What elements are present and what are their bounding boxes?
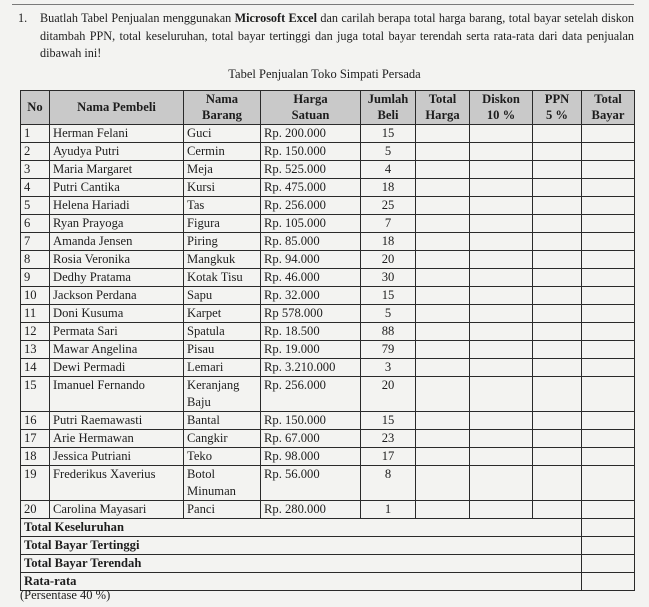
cell-pay	[582, 251, 635, 269]
cell-buyer: Putri Cantika	[50, 179, 184, 197]
instruction-number: 1.	[18, 11, 28, 25]
cell-ppn	[533, 377, 582, 412]
header-row	[21, 91, 635, 125]
cell-buyer: Amanda Jensen	[50, 233, 184, 251]
cell-pay	[582, 143, 635, 161]
cell-price: Rp. 3.210.000	[261, 359, 361, 377]
cell-item: Keranjang Baju	[184, 377, 261, 412]
percentage-note: (Persentase 40 %)	[20, 588, 111, 602]
cell-price: Rp. 98.000	[261, 448, 361, 466]
cell-ppn	[533, 161, 582, 179]
table-row	[21, 161, 635, 179]
cell-no: 3	[21, 161, 50, 179]
cell-qty: 17	[361, 448, 416, 466]
cell-ppn	[533, 466, 582, 501]
summary-label-max: Total Bayar Tertinggi	[21, 537, 582, 555]
table-row	[21, 287, 635, 305]
cell-discount	[470, 125, 533, 143]
cell-buyer: Frederikus Xaverius	[50, 466, 184, 501]
summary-row-avg	[21, 573, 635, 591]
cell-discount	[470, 233, 533, 251]
cell-item: Kotak Tisu	[184, 269, 261, 287]
cell-no: 19	[21, 466, 50, 501]
cell-price: Rp. 32.000	[261, 287, 361, 305]
cell-ppn	[533, 233, 582, 251]
cell-total	[416, 143, 470, 161]
cell-item: Guci	[184, 125, 261, 143]
cell-discount	[470, 197, 533, 215]
cell-qty: 25	[361, 197, 416, 215]
table-row	[21, 359, 635, 377]
cell-no: 6	[21, 215, 50, 233]
header-pay: Total Bayar	[582, 91, 635, 125]
cell-item: Spatula	[184, 323, 261, 341]
summary-value-min	[582, 555, 635, 573]
instruction-text	[40, 10, 634, 63]
cell-price: Rp. 150.000	[261, 143, 361, 161]
cell-pay	[582, 269, 635, 287]
table-row	[21, 412, 635, 430]
cell-no: 14	[21, 359, 50, 377]
summary-value-total	[582, 519, 635, 537]
cell-ppn	[533, 341, 582, 359]
cell-ppn	[533, 179, 582, 197]
cell-qty: 5	[361, 143, 416, 161]
cell-buyer: Ayudya Putri	[50, 143, 184, 161]
cell-no: 5	[21, 197, 50, 215]
cell-total	[416, 377, 470, 412]
cell-buyer: Herman Felani	[50, 125, 184, 143]
cell-price: Rp 578.000	[261, 305, 361, 323]
summary-row-max	[21, 537, 635, 555]
cell-no: 16	[21, 412, 50, 430]
header-item: Nama Barang	[184, 91, 261, 125]
cell-total	[416, 305, 470, 323]
table-row	[21, 143, 635, 161]
table-row	[21, 125, 635, 143]
cell-pay	[582, 430, 635, 448]
cell-qty: 7	[361, 215, 416, 233]
instruction-app-name: Microsoft Excel	[234, 11, 317, 25]
cell-no: 7	[21, 233, 50, 251]
cell-total	[416, 125, 470, 143]
cell-qty: 79	[361, 341, 416, 359]
summary-label-total: Total Keseluruhan	[21, 519, 582, 537]
cell-ppn	[533, 269, 582, 287]
cell-discount	[470, 305, 533, 323]
table-header	[21, 91, 635, 125]
cell-qty: 15	[361, 287, 416, 305]
summary-value-avg	[582, 573, 635, 591]
cell-total	[416, 179, 470, 197]
header-ppn: PPN 5 %	[533, 91, 582, 125]
cell-qty: 23	[361, 430, 416, 448]
cell-item: Lemari	[184, 359, 261, 377]
cell-buyer: Maria Margaret	[50, 161, 184, 179]
table-row	[21, 197, 635, 215]
cell-no: 15	[21, 377, 50, 412]
summary-label-min: Total Bayar Terendah	[21, 555, 582, 573]
summary-value-max	[582, 537, 635, 555]
cell-item: Bantal	[184, 412, 261, 430]
cell-buyer: Mawar Angelina	[50, 341, 184, 359]
cell-total	[416, 287, 470, 305]
cell-buyer: Ryan Prayoga	[50, 215, 184, 233]
cell-buyer: Permata Sari	[50, 323, 184, 341]
cell-pay	[582, 359, 635, 377]
cell-item: Karpet	[184, 305, 261, 323]
cell-total	[416, 197, 470, 215]
cell-no: 12	[21, 323, 50, 341]
cell-buyer: Carolina Mayasari	[50, 501, 184, 519]
cell-discount	[470, 448, 533, 466]
cell-item: Kursi	[184, 179, 261, 197]
header-no: No	[21, 91, 50, 125]
table-row	[21, 179, 635, 197]
cell-no: 8	[21, 251, 50, 269]
cell-ppn	[533, 143, 582, 161]
cell-discount	[470, 179, 533, 197]
table-row	[21, 305, 635, 323]
cell-no: 17	[21, 430, 50, 448]
cell-price: Rp. 85.000	[261, 233, 361, 251]
cell-no: 2	[21, 143, 50, 161]
cell-item: Cermin	[184, 143, 261, 161]
cell-buyer: Arie Hermawan	[50, 430, 184, 448]
cell-ppn	[533, 430, 582, 448]
cell-discount	[470, 143, 533, 161]
cell-total	[416, 233, 470, 251]
cell-item: Mangkuk	[184, 251, 261, 269]
cell-pay	[582, 501, 635, 519]
table-row	[21, 233, 635, 251]
cell-ppn	[533, 287, 582, 305]
cell-no: 18	[21, 448, 50, 466]
cell-price: Rp. 18.500	[261, 323, 361, 341]
cell-qty: 15	[361, 412, 416, 430]
cell-item: Pisau	[184, 341, 261, 359]
cell-item: Botol Minuman	[184, 466, 261, 501]
top-rule	[12, 4, 634, 5]
cell-qty: 18	[361, 233, 416, 251]
cell-item: Figura	[184, 215, 261, 233]
cell-discount	[470, 215, 533, 233]
table-body	[21, 125, 635, 591]
cell-discount	[470, 412, 533, 430]
cell-buyer: Doni Kusuma	[50, 305, 184, 323]
cell-discount	[470, 161, 533, 179]
cell-buyer: Jackson Perdana	[50, 287, 184, 305]
cell-item: Cangkir	[184, 430, 261, 448]
cell-pay	[582, 412, 635, 430]
cell-buyer: Dedhy Pratama	[50, 269, 184, 287]
cell-pay	[582, 125, 635, 143]
cell-qty: 20	[361, 377, 416, 412]
cell-price: Rp. 67.000	[261, 430, 361, 448]
cell-total	[416, 269, 470, 287]
cell-price: Rp. 256.000	[261, 197, 361, 215]
cell-pay	[582, 215, 635, 233]
cell-total	[416, 323, 470, 341]
table-row	[21, 251, 635, 269]
cell-discount	[470, 323, 533, 341]
cell-pay	[582, 341, 635, 359]
header-buyer: Nama Pembeli	[50, 91, 184, 125]
cell-price: Rp. 525.000	[261, 161, 361, 179]
cell-price: Rp. 94.000	[261, 251, 361, 269]
cell-ppn	[533, 412, 582, 430]
cell-qty: 1	[361, 501, 416, 519]
instruction-text-before: Buatlah Tabel Penjualan menggunakan	[40, 11, 235, 25]
cell-qty: 88	[361, 323, 416, 341]
cell-price: Rp. 200.000	[261, 125, 361, 143]
cell-pay	[582, 448, 635, 466]
cell-buyer: Dewi Permadi	[50, 359, 184, 377]
cell-item: Tas	[184, 197, 261, 215]
cell-pay	[582, 179, 635, 197]
cell-discount	[470, 501, 533, 519]
cell-discount	[470, 466, 533, 501]
cell-total	[416, 412, 470, 430]
cell-price: Rp. 46.000	[261, 269, 361, 287]
cell-total	[416, 215, 470, 233]
cell-price: Rp. 19.000	[261, 341, 361, 359]
table-row	[21, 430, 635, 448]
cell-buyer: Imanuel Fernando	[50, 377, 184, 412]
summary-label-avg: Rata-rata	[21, 573, 582, 591]
cell-total	[416, 430, 470, 448]
cell-total	[416, 501, 470, 519]
table-row	[21, 341, 635, 359]
header-discount: Diskon 10 %	[470, 91, 533, 125]
cell-total	[416, 251, 470, 269]
cell-pay	[582, 466, 635, 501]
cell-item: Panci	[184, 501, 261, 519]
cell-no: 11	[21, 305, 50, 323]
cell-item: Teko	[184, 448, 261, 466]
header-price: Harga Satuan	[261, 91, 361, 125]
cell-discount	[470, 251, 533, 269]
cell-qty: 20	[361, 251, 416, 269]
table-row	[21, 377, 635, 412]
cell-total	[416, 161, 470, 179]
cell-pay	[582, 323, 635, 341]
sales-table	[20, 90, 635, 591]
cell-discount	[470, 377, 533, 412]
cell-item: Sapu	[184, 287, 261, 305]
cell-no: 1	[21, 125, 50, 143]
cell-discount	[470, 359, 533, 377]
instruction-paragraph	[18, 10, 634, 63]
table-row	[21, 323, 635, 341]
cell-qty: 4	[361, 161, 416, 179]
table-row	[21, 466, 635, 501]
table-row	[21, 501, 635, 519]
cell-ppn	[533, 323, 582, 341]
cell-price: Rp. 280.000	[261, 501, 361, 519]
cell-buyer: Helena Hariadi	[50, 197, 184, 215]
cell-no: 9	[21, 269, 50, 287]
cell-pay	[582, 161, 635, 179]
cell-no: 13	[21, 341, 50, 359]
cell-ppn	[533, 215, 582, 233]
cell-no: 20	[21, 501, 50, 519]
cell-ppn	[533, 359, 582, 377]
cell-price: Rp. 475.000	[261, 179, 361, 197]
cell-ppn	[533, 305, 582, 323]
cell-ppn	[533, 501, 582, 519]
cell-total	[416, 341, 470, 359]
cell-price: Rp. 256.000	[261, 377, 361, 412]
summary-row-total	[21, 519, 635, 537]
cell-qty: 3	[361, 359, 416, 377]
cell-qty: 30	[361, 269, 416, 287]
cell-ppn	[533, 251, 582, 269]
table-row	[21, 215, 635, 233]
instruction-text-after: dan carilah berapa total harga barang, total bayar setelah diskon ditambah PPN, total keseluruhan, total bayar tertinggi dan juga total bayar terendah serta rata-rata dari data penjualan dibawah ini!	[40, 11, 634, 60]
cell-discount	[470, 341, 533, 359]
cell-buyer: Jessica Putriani	[50, 448, 184, 466]
header-total: Total Harga	[416, 91, 470, 125]
cell-no: 4	[21, 179, 50, 197]
table-row	[21, 269, 635, 287]
cell-buyer: Putri Raemawasti	[50, 412, 184, 430]
cell-item: Meja	[184, 161, 261, 179]
table-title: Tabel Penjualan Toko Simpati Persada	[228, 67, 421, 81]
cell-pay	[582, 233, 635, 251]
cell-price: Rp. 150.000	[261, 412, 361, 430]
cell-qty: 5	[361, 305, 416, 323]
cell-price: Rp. 56.000	[261, 466, 361, 501]
cell-item: Piring	[184, 233, 261, 251]
cell-ppn	[533, 197, 582, 215]
cell-discount	[470, 269, 533, 287]
cell-pay	[582, 197, 635, 215]
cell-pay	[582, 287, 635, 305]
cell-no: 10	[21, 287, 50, 305]
cell-pay	[582, 377, 635, 412]
cell-qty: 15	[361, 125, 416, 143]
table-row	[21, 448, 635, 466]
summary-row-min	[21, 555, 635, 573]
cell-price: Rp. 105.000	[261, 215, 361, 233]
cell-total	[416, 448, 470, 466]
cell-ppn	[533, 448, 582, 466]
cell-total	[416, 466, 470, 501]
cell-discount	[470, 287, 533, 305]
cell-ppn	[533, 125, 582, 143]
cell-total	[416, 359, 470, 377]
cell-pay	[582, 305, 635, 323]
cell-qty: 8	[361, 466, 416, 501]
header-qty: Jumlah Beli	[361, 91, 416, 125]
cell-discount	[470, 430, 533, 448]
cell-qty: 18	[361, 179, 416, 197]
cell-buyer: Rosia Veronika	[50, 251, 184, 269]
